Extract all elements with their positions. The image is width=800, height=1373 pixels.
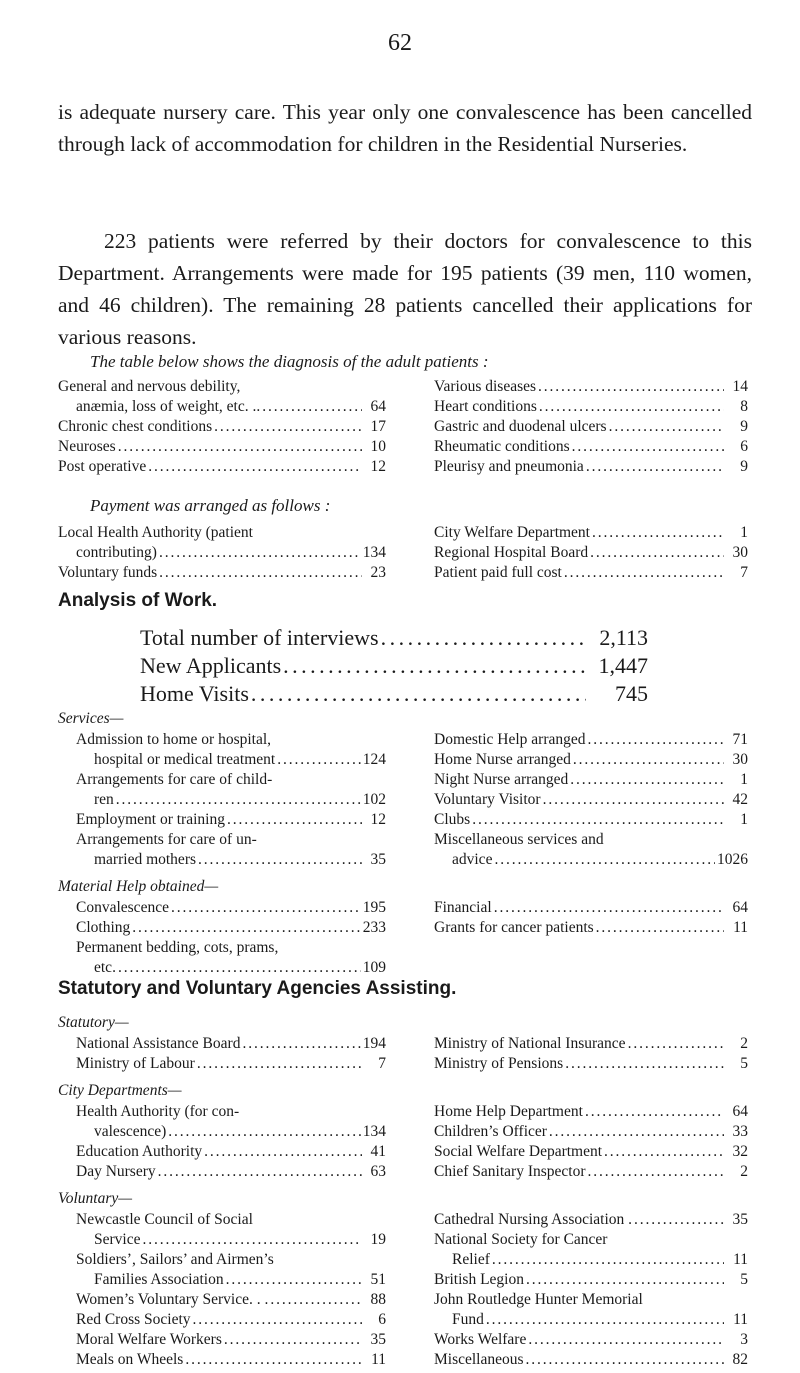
table-row [434,1102,748,1122]
entry-value: 17 [370,418,386,435]
entry-label: Voluntary funds [58,564,158,581]
entry-value: 8 [740,398,748,415]
table-row [434,918,748,938]
table-row [434,1034,748,1054]
entry-label: Education Authority [76,1143,203,1160]
dot-leader [526,1270,724,1290]
entry-label: Ministry of National Insurance [434,1035,626,1052]
table-row [434,770,748,790]
entry-label: Social Welfare Department [434,1143,603,1160]
entry-label: advice [452,851,493,868]
entry-value: 1 [740,771,748,788]
entry-value: 3 [740,1331,748,1348]
voluntary-right-list [434,1210,748,1370]
entry-label-line: General and nervous debility, [58,378,241,395]
voluntary-heading: Voluntary— [58,1190,133,1207]
entry-value: 10 [370,438,386,455]
entry-label: hospital or medical treatment [94,751,276,768]
dot-leader [628,1034,724,1054]
dot-leader [277,750,361,770]
dot-leader [609,417,724,437]
statutory-heading: Statutory— [58,1014,129,1031]
table-row [76,918,386,938]
entry-label-line: Arrangements for care of un- [76,831,257,848]
dot-leader [270,1290,362,1310]
table-row [434,1310,748,1330]
agencies-right-column [434,1034,748,1370]
dot-leader [159,543,361,563]
city-heading: City Departments— [58,1082,182,1099]
entry-value: 35 [732,1211,748,1228]
entry-label: Pleurisy and pneumonia [434,458,584,475]
table-row [434,1350,748,1370]
entry-value: 23 [370,564,386,581]
entry-value: 7 [740,564,748,581]
entry-value: 51 [370,1271,386,1288]
dot-leader [588,730,725,750]
dot-leader [549,1122,724,1142]
dot-leader [596,918,724,938]
entry-value: 88 [370,1291,386,1308]
diagnosis-right-column [434,377,748,477]
dot-leader [590,543,724,563]
entry-label: Ministry of Labour [76,1055,195,1072]
entry-label: Rheumatic conditions [434,438,570,455]
dot-leader [494,898,724,918]
table-row [434,457,748,477]
dot-leader [227,810,362,830]
entry-value: 71 [732,731,748,748]
table-row [434,730,748,750]
entry-label: British Legion [434,1271,524,1288]
table-row [58,457,386,477]
dot-leader [528,1330,724,1350]
entry-label: Home Help Department [434,1103,583,1120]
dot-leader [526,1350,724,1370]
entry-value: 1026 [717,851,748,868]
entry-value: 5 [740,1055,748,1072]
table-row [434,750,748,770]
entry-label-line: National Society for Cancer [434,1231,608,1248]
table-row [76,750,386,770]
table-row [76,1350,386,1370]
entry-label: Voluntary Visitor [434,791,541,808]
entry-value: 64 [370,398,386,415]
table-row [58,417,386,437]
entry-value: 12 [370,811,386,828]
entry-value: 2,113 [599,625,648,650]
entry-value: 9 [740,418,748,435]
table-row [76,850,386,870]
entry-label: Ministry of Pensions [434,1055,564,1072]
entry-value: 64 [732,899,748,916]
table-row [76,790,386,810]
entry-value: 64 [732,1103,748,1120]
entry-label: married mothers [94,851,197,868]
entry-value: 30 [732,751,748,768]
entry-value: 12 [370,458,386,475]
entry-label: ren [94,791,114,808]
table-row [434,563,748,583]
entry-label-line: Permanent bedding, cots, prams, [76,939,279,956]
entry-label: Clubs [434,811,471,828]
entry-label: Women’s Voluntary Service. . . [76,1291,269,1308]
entry-label: Home Visits [140,681,249,706]
entry-value: 2 [740,1035,748,1052]
entry-value: 1 [740,524,748,541]
dot-leader [118,958,361,978]
entry-value: 11 [733,1311,748,1328]
entry-label: Home Nurse arranged [434,751,571,768]
paragraph-nursery: is adequate nursery care. This year only one convalescence has been cancelled through lack of accommodation for children in the Residential Nurseries. [58,100,752,156]
entry-label-line: Miscellaneous services and [434,831,604,848]
table-row [140,624,648,652]
dot-leader [193,1310,362,1330]
entry-label: City Welfare Department [434,524,590,541]
entry-label-line: Soldiers’, Sailors’ and Airmen’s [76,1251,274,1268]
entry-label: Grants for cancer patients [434,919,594,936]
analysis-totals [140,624,648,708]
entry-label: National Assistance Board [76,1035,241,1052]
entry-value: 11 [733,919,748,936]
entry-value: 194 [362,1035,386,1052]
table-row [434,1250,748,1270]
entry-label: Relief [452,1251,490,1268]
services-right-list [434,730,748,870]
entry-value: 109 [362,959,386,976]
table-row [76,898,386,918]
dot-leader [204,1142,362,1162]
entry-value: 745 [615,681,648,706]
entry-value: 7 [378,1055,386,1072]
dot-leader [226,1270,362,1290]
entry-label: Chief Sanitary Inspector [434,1163,586,1180]
entry-value: 1,447 [598,653,648,678]
entry-value: 2 [740,1163,748,1180]
dot-leader [543,790,724,810]
agencies-left-column [58,1012,386,1370]
paragraph-referrals: 223 patients were referred by their doctors for convalescence to this Department. Arrangements were made for 195 patients (39 men, 110 women, and 46 children). The remaining 28 patients cancelled their applications for various reasons. [58,229,752,349]
table-row [140,680,648,708]
entry-value: 1 [740,811,748,828]
city-left-list [58,1102,386,1182]
dot-leader [492,1250,724,1270]
entry-value: 30 [732,544,748,561]
entry-value: 32 [732,1143,748,1160]
page-number: 62 [388,30,412,56]
table-row [434,850,748,870]
entry-label: Red Cross Society [76,1311,191,1328]
dot-leader [564,563,724,583]
entry-label: Children’s Officer [434,1123,547,1140]
dot-leader [159,563,362,583]
entry-value: 134 [362,1123,386,1140]
table-row [434,417,748,437]
dot-leader [116,790,361,810]
entry-label-line: John Routledge Hunter Memorial [434,1291,643,1308]
dot-leader [573,750,724,770]
dot-leader [538,377,724,397]
entry-value: 35 [370,851,386,868]
entry-label: Clothing [76,919,131,936]
entry-label: Miscellaneous [434,1351,524,1368]
statutory-left-list [58,1034,386,1074]
dot-leader [158,1162,362,1182]
entry-value: 102 [362,791,386,808]
table-row [58,397,386,417]
entry-label: Financial [434,899,492,916]
table-row [434,790,748,810]
table-row [76,1162,386,1182]
dot-leader [565,1054,724,1074]
dot-leader [168,1122,360,1142]
material-left-list [58,898,386,978]
entry-value: 195 [362,899,386,916]
table-row [434,523,748,543]
table-row [434,377,748,397]
table-row [76,1054,386,1074]
diagnosis-intro: The table below shows the diagnosis of the adult patients : [90,352,489,371]
entry-label-line: Admission to home or hospital, [76,731,272,748]
entry-label-line: Arrangements for care of child- [76,771,273,788]
dot-leader [198,850,362,870]
table-row [434,1270,748,1290]
entry-value: 33 [732,1123,748,1140]
entry-value: 6 [740,438,748,455]
entry-label: Service [94,1231,141,1248]
dot-leader [251,680,586,708]
analysis-heading: Analysis of Work. [58,590,218,611]
entry-label: Employment or training [76,811,225,828]
table-row [434,1210,748,1230]
entry-value: 124 [362,751,386,768]
entry-label: Night Nurse arranged [434,771,569,788]
dot-leader [197,1054,362,1074]
dot-leader [604,1142,724,1162]
entry-label: Convalescence [76,899,169,916]
table-row [434,437,748,457]
agencies-heading: Statutory and Voluntary Agencies Assisting. [58,978,457,999]
statutory-right-list [434,1034,748,1074]
entry-label: valescence) [94,1123,167,1140]
entry-label: Day Nursery [76,1163,156,1180]
entry-label-line: Newcastle Council of Social [76,1211,253,1228]
services-heading: Services— [58,710,124,727]
entry-label: Domestic Help arranged [434,731,586,748]
table-row [76,1230,386,1250]
dot-leader [171,898,361,918]
dot-leader [588,1162,724,1182]
table-row [76,1142,386,1162]
entry-label: etc. [94,959,116,976]
entry-label: New Applicants [140,653,282,678]
entry-label: Post operative [58,458,147,475]
material-heading: Material Help obtained— [58,878,219,895]
entry-label: Patient paid full cost [434,564,562,581]
payment-right-column [434,523,748,583]
table-row [434,1054,748,1074]
entry-label: Fund [452,1311,484,1328]
table-row [434,1330,748,1350]
dot-leader [586,457,724,477]
table-row [76,1122,386,1142]
entry-value: 41 [370,1143,386,1160]
entry-value: 82 [732,1351,748,1368]
entry-value: 35 [370,1331,386,1348]
payment-intro: Payment was arranged as follows : [90,496,331,515]
entry-value: 14 [732,378,748,395]
dot-leader [224,1330,362,1350]
entry-label: Works Welfare [434,1331,527,1348]
dot-leader [572,437,724,457]
entry-label: Moral Welfare Workers [76,1331,222,1348]
table-row [434,1122,748,1142]
dot-leader [570,770,724,790]
table-row [76,810,386,830]
dot-leader [283,652,586,680]
table-row [76,958,386,978]
entry-value: 6 [378,1311,386,1328]
entry-label: Cathedral Nursing Association . [434,1211,633,1228]
city-right-list [434,1102,748,1182]
entry-label: Meals on Wheels [76,1351,184,1368]
entry-label: Regional Hospital Board [434,544,589,561]
table-row [434,898,748,918]
table-row [140,652,648,680]
dot-leader [148,457,362,477]
table-row [58,437,386,457]
dot-leader [634,1210,724,1230]
table-row [76,1310,386,1330]
payment-left-column [58,523,386,583]
entry-label: Chronic chest conditions [58,418,213,435]
voluntary-left-list [58,1210,386,1370]
dot-leader [242,1034,360,1054]
dot-leader [486,1310,724,1330]
entry-label: Families Association [94,1271,224,1288]
entry-label-line: Local Health Authority (patient [58,524,253,541]
dot-leader [381,624,586,652]
entry-value: 5 [740,1271,748,1288]
entry-label: contributing) [76,544,157,561]
entry-label: Gastric and duodenal ulcers [434,418,607,435]
dot-leader [494,850,715,870]
table-row [76,1290,386,1310]
table-row [76,1270,386,1290]
material-right-list [434,898,748,938]
entry-label: Total number of interviews [140,625,379,650]
table-row [434,543,748,563]
dot-leader [118,437,362,457]
table-row [76,1034,386,1054]
table-row [434,1142,748,1162]
entry-label: Neuroses [58,438,116,455]
table-row [58,563,386,583]
dot-leader [214,417,362,437]
services-right-column [434,730,748,938]
entry-value: 11 [733,1251,748,1268]
dot-leader [585,1102,724,1122]
dot-leader [142,1230,362,1250]
services-left-list [58,730,386,870]
entry-value: 9 [740,458,748,475]
services-left-column [58,708,386,978]
entry-value: 42 [732,791,748,808]
dot-leader [185,1350,362,1370]
entry-label-line: Health Authority (for con- [76,1103,240,1120]
entry-value: 11 [371,1351,386,1368]
diagnosis-left-column [58,377,386,477]
dot-leader [539,397,724,417]
entry-value: 134 [362,544,386,561]
table-row [434,1162,748,1182]
entry-value: 233 [362,919,386,936]
entry-value: 19 [370,1231,386,1248]
table-row [58,543,386,563]
dot-leader [592,523,724,543]
dot-leader [262,397,362,417]
table-row [434,810,748,830]
table-row [76,1330,386,1350]
entry-label: Heart conditions [434,398,537,415]
entry-value: 63 [370,1163,386,1180]
dot-leader [132,918,360,938]
entry-label: Various diseases [434,378,537,395]
entry-label: anæmia, loss of weight, etc. .. [76,398,261,415]
table-row [434,397,748,417]
dot-leader [472,810,724,830]
